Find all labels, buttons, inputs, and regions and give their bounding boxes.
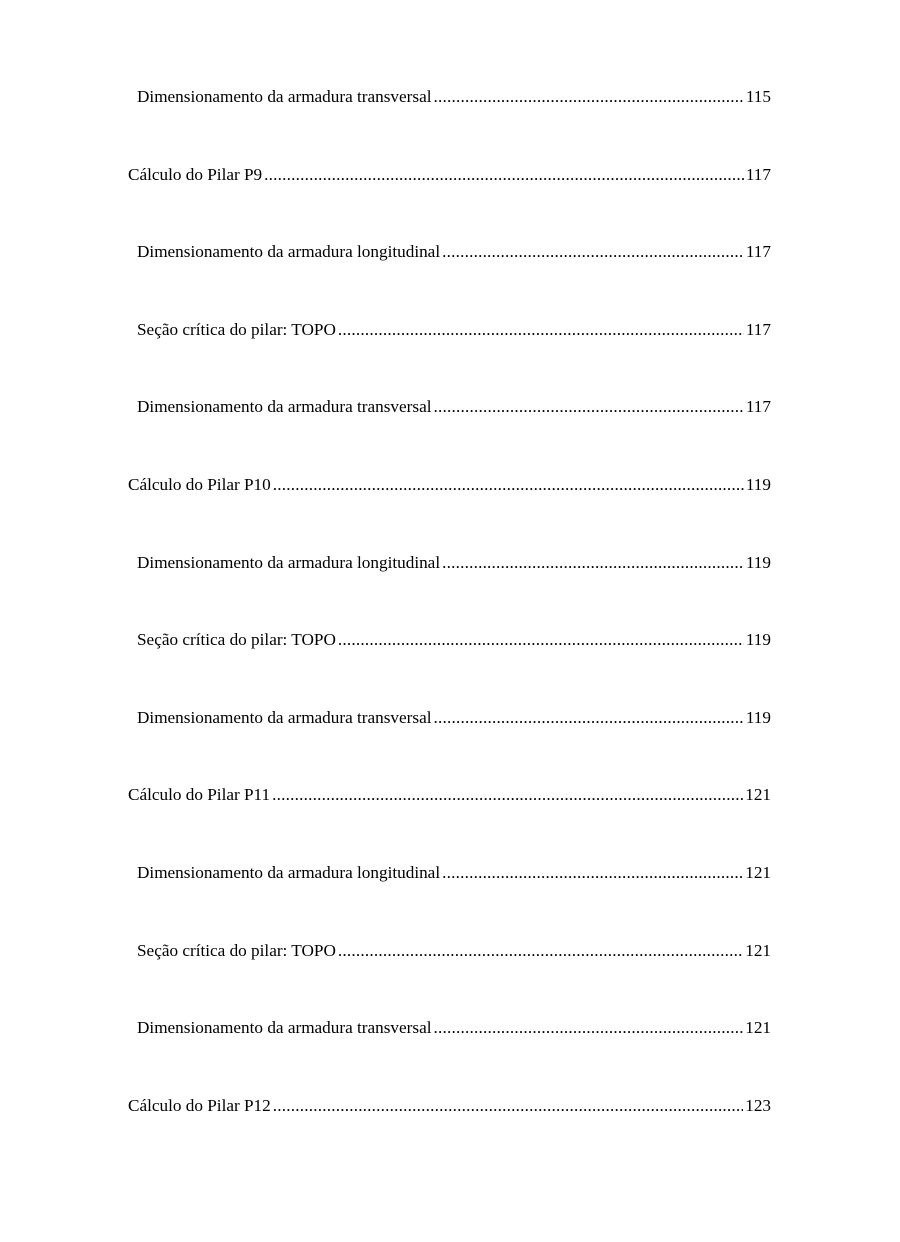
toc-entry[interactable] xyxy=(128,1093,771,1171)
toc-entry-page-number: 117 xyxy=(745,242,771,262)
toc-dot-leader xyxy=(442,550,744,576)
toc-entry[interactable] xyxy=(128,162,771,240)
toc-entry-title: Dimensionamento da armadura transversal xyxy=(137,707,432,727)
toc-entry-page-number: 119 xyxy=(745,630,771,650)
toc-entry-title: Dimensionamento da armadura transversal xyxy=(137,1018,432,1038)
toc-dot-leader xyxy=(433,705,743,731)
toc-dot-leader xyxy=(433,394,743,420)
toc-dot-leader xyxy=(442,239,744,265)
toc-entry[interactable] xyxy=(128,84,771,162)
toc-entry-page-number: 117 xyxy=(745,397,771,417)
toc-entry-title: Seção crítica do pilar: TOPO xyxy=(137,630,336,650)
toc-entry-title: Cálculo do Pilar P11 xyxy=(128,785,271,805)
toc-entry[interactable] xyxy=(128,860,771,938)
toc-entry-page-number: 123 xyxy=(745,1095,771,1115)
toc-entry-page-number: 117 xyxy=(745,319,771,339)
toc-entry[interactable] xyxy=(128,705,771,783)
toc-dot-leader xyxy=(442,860,743,886)
toc-entry-title: Cálculo do Pilar P10 xyxy=(128,474,271,494)
toc-dot-leader xyxy=(338,317,744,343)
toc-entry-page-number: 121 xyxy=(745,785,771,805)
toc-entry-title: Dimensionamento da armadura longitudinal xyxy=(137,552,441,572)
toc-dot-leader xyxy=(264,162,744,188)
toc-entry-page-number: 121 xyxy=(745,1018,771,1038)
toc-entry-page-number: 121 xyxy=(745,940,771,960)
toc-entry[interactable] xyxy=(128,317,771,395)
toc-entry[interactable] xyxy=(128,938,771,1016)
toc-dot-leader xyxy=(273,1093,743,1119)
toc-entry[interactable] xyxy=(128,627,771,705)
toc-entry-page-number: 119 xyxy=(745,707,771,727)
toc-dot-leader xyxy=(433,1015,743,1041)
toc-entry-page-number: 117 xyxy=(745,164,771,184)
toc-entry-title: Dimensionamento da armadura transversal xyxy=(137,397,432,417)
toc-entry-page-number: 115 xyxy=(745,87,771,106)
toc-entry[interactable] xyxy=(128,550,771,628)
toc-dot-leader xyxy=(338,938,743,964)
toc-entry-title: Cálculo do Pilar P9 xyxy=(128,164,263,184)
toc-entry-title: Dimensionamento da armadura transversal xyxy=(137,87,432,106)
toc-entry[interactable] xyxy=(128,394,771,472)
table-of-contents xyxy=(128,84,771,1170)
toc-entry[interactable] xyxy=(128,472,771,550)
toc-entry-title: Seção crítica do pilar: TOPO xyxy=(137,940,336,960)
toc-entry-title: Seção crítica do pilar: TOPO xyxy=(137,319,336,339)
toc-entry[interactable] xyxy=(128,1015,771,1093)
toc-entry-title: Dimensionamento da armadura longitudinal xyxy=(137,242,441,262)
toc-entry[interactable] xyxy=(128,239,771,317)
toc-entry-title: Cálculo do Pilar P12 xyxy=(128,1095,271,1115)
toc-dot-leader xyxy=(338,627,744,653)
toc-dot-leader xyxy=(272,782,743,808)
toc-entry-page-number: 121 xyxy=(745,862,771,882)
toc-entry[interactable] xyxy=(128,782,771,860)
toc-entry-title: Dimensionamento da armadura longitudinal xyxy=(137,862,441,882)
toc-dot-leader xyxy=(433,84,743,110)
toc-entry-page-number: 119 xyxy=(745,474,771,494)
toc-entry-page-number: 119 xyxy=(745,552,771,572)
toc-dot-leader xyxy=(273,472,744,498)
